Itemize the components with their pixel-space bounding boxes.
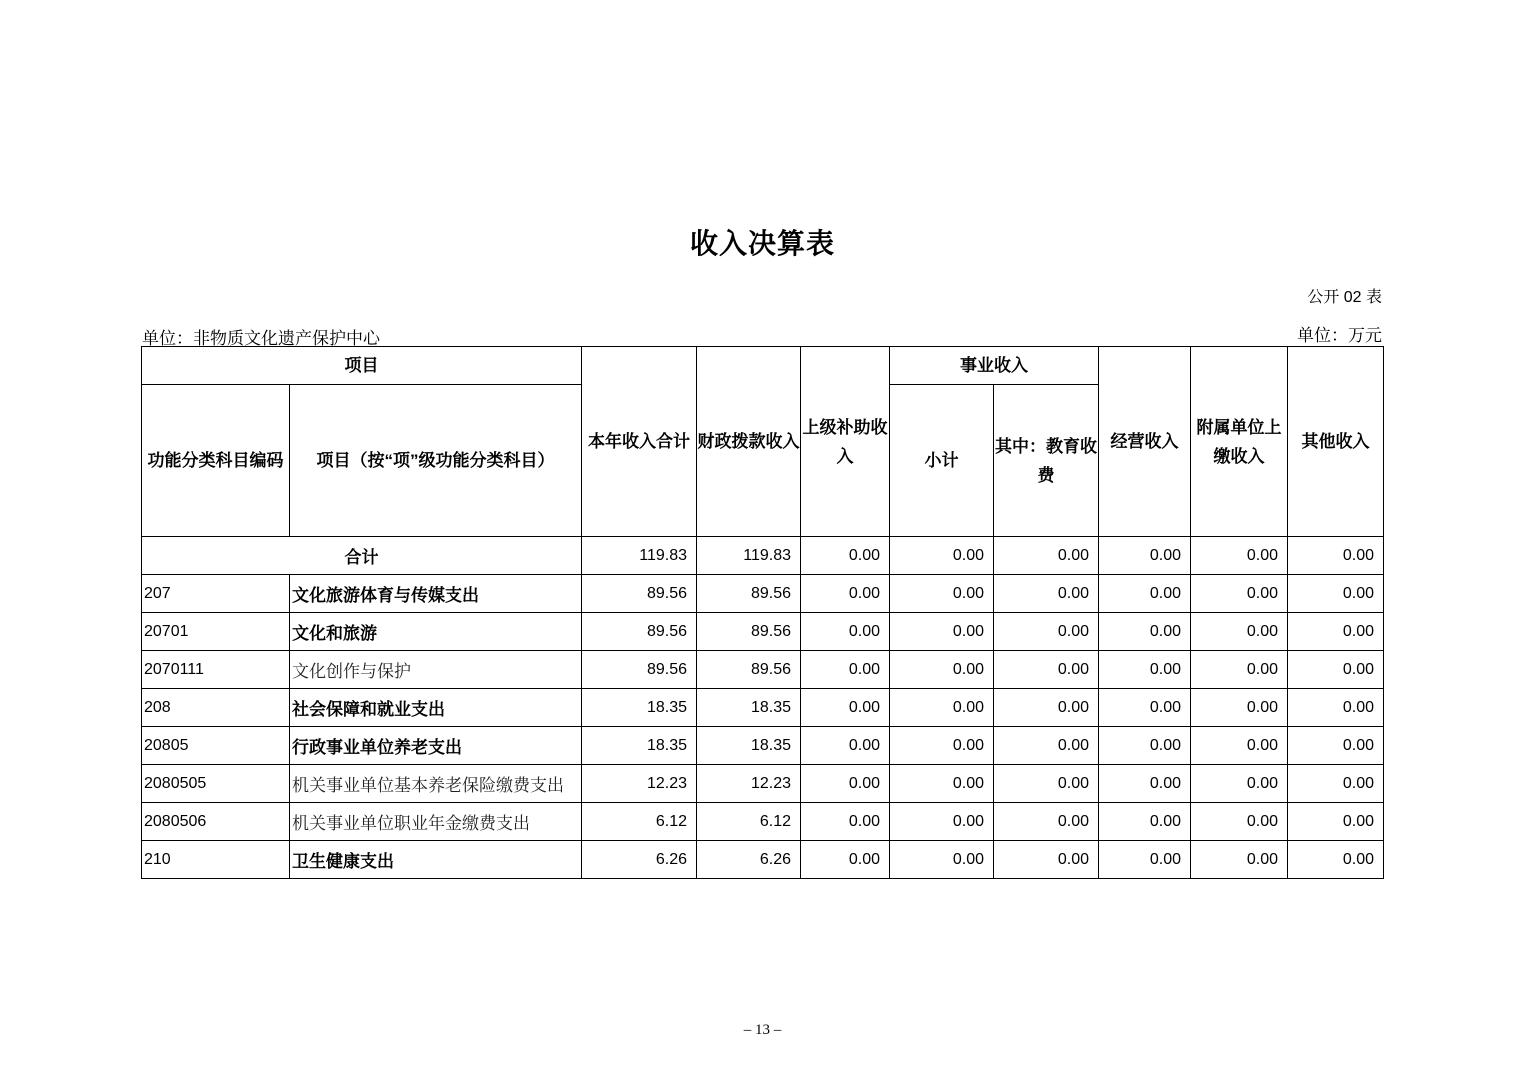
row-name: 卫生健康支出: [290, 841, 582, 879]
row-value: 89.56: [697, 575, 801, 613]
table-row: [142, 841, 1384, 879]
row-value: 89.56: [582, 575, 697, 613]
row-value: 0.00: [994, 689, 1099, 727]
row-value: 89.56: [697, 613, 801, 651]
row-value: 0.00: [994, 575, 1099, 613]
row-value: 89.56: [582, 613, 697, 651]
row-code: 2080505: [142, 765, 290, 803]
row-value: 0.00: [801, 613, 890, 651]
header-affiliated: 附属单位上缴收入: [1191, 347, 1288, 537]
row-value: 0.00: [1288, 765, 1384, 803]
total-value: 0.00: [801, 537, 890, 575]
header-func-code: 功能分类科目编码: [142, 385, 290, 537]
row-name: 机关事业单位基本养老保险缴费支出: [290, 765, 582, 803]
row-value: 0.00: [1288, 651, 1384, 689]
row-value: 0.00: [1099, 689, 1191, 727]
row-value: 6.12: [582, 803, 697, 841]
unit-organization: 单位：非物质文化遗产保护中心: [142, 329, 380, 348]
header-total-income: 本年收入合计: [582, 347, 697, 537]
unit-currency: 单位：万元: [1297, 326, 1382, 345]
row-value: 12.23: [697, 765, 801, 803]
table-row: [142, 727, 1384, 765]
row-value: 0.00: [890, 575, 994, 613]
row-name: 行政事业单位养老支出: [290, 727, 582, 765]
table-row: [142, 613, 1384, 651]
total-value: 0.00: [1191, 537, 1288, 575]
row-value: 0.00: [1191, 841, 1288, 879]
total-value: 0.00: [890, 537, 994, 575]
row-value: 0.00: [890, 727, 994, 765]
row-value: 0.00: [890, 689, 994, 727]
row-value: 0.00: [890, 651, 994, 689]
total-value: 0.00: [1099, 537, 1191, 575]
total-value: 0.00: [1288, 537, 1384, 575]
row-value: 0.00: [1191, 651, 1288, 689]
header-operating: 经营收入: [1099, 347, 1191, 537]
row-value: 0.00: [890, 613, 994, 651]
total-row: [142, 537, 1384, 575]
row-value: 6.12: [697, 803, 801, 841]
row-value: 0.00: [1099, 613, 1191, 651]
row-value: 0.00: [1099, 765, 1191, 803]
row-value: 0.00: [1191, 613, 1288, 651]
row-value: 0.00: [994, 841, 1099, 879]
table-row: [142, 689, 1384, 727]
total-label: 合计: [142, 537, 582, 575]
row-value: 0.00: [994, 765, 1099, 803]
total-value: 0.00: [994, 537, 1099, 575]
row-value: 6.26: [582, 841, 697, 879]
header-project: 项目: [142, 347, 582, 385]
row-value: 18.35: [697, 727, 801, 765]
row-value: 0.00: [1191, 689, 1288, 727]
row-value: 0.00: [1288, 803, 1384, 841]
row-value: 0.00: [994, 803, 1099, 841]
row-value: 0.00: [890, 841, 994, 879]
row-value: 0.00: [801, 575, 890, 613]
total-value: 119.83: [697, 537, 801, 575]
row-value: 0.00: [1191, 575, 1288, 613]
header-education: 其中：教育收费: [994, 385, 1099, 537]
page-number: – 13 –: [743, 1022, 782, 1038]
form-number: 公开 02 表: [1307, 289, 1382, 306]
row-code: 210: [142, 841, 290, 879]
row-value: 0.00: [1288, 727, 1384, 765]
row-name: 文化旅游体育与传媒支出: [290, 575, 582, 613]
row-value: 0.00: [1099, 575, 1191, 613]
table-row: [142, 575, 1384, 613]
row-value: 0.00: [1191, 765, 1288, 803]
row-value: 89.56: [697, 651, 801, 689]
row-code: 2080506: [142, 803, 290, 841]
row-value: 0.00: [994, 613, 1099, 651]
row-value: 0.00: [1288, 689, 1384, 727]
row-value: 12.23: [582, 765, 697, 803]
row-code: 20701: [142, 613, 290, 651]
row-value: 0.00: [1288, 613, 1384, 651]
row-value: 0.00: [1099, 841, 1191, 879]
row-value: 18.35: [582, 689, 697, 727]
page-title: 收入决算表: [689, 229, 835, 260]
row-name: 社会保障和就业支出: [290, 689, 582, 727]
row-value: 89.56: [582, 651, 697, 689]
row-name: 文化和旅游: [290, 613, 582, 651]
table-row: [142, 651, 1384, 689]
header-superior: 上级补助收入: [801, 347, 890, 537]
header-row-1: [142, 347, 1384, 385]
total-value: 119.83: [582, 537, 697, 575]
row-value: 0.00: [801, 803, 890, 841]
row-value: 0.00: [1191, 727, 1288, 765]
row-code: 2070111: [142, 651, 290, 689]
row-value: 0.00: [801, 727, 890, 765]
row-value: 0.00: [1099, 651, 1191, 689]
row-value: 0.00: [1099, 803, 1191, 841]
row-value: 0.00: [801, 689, 890, 727]
header-business-group: 事业收入: [890, 347, 1099, 385]
header-project-name: 项目（按“项”级功能分类科目）: [290, 385, 582, 537]
row-value: 0.00: [890, 803, 994, 841]
row-value: 6.26: [697, 841, 801, 879]
row-value: 0.00: [994, 727, 1099, 765]
row-value: 0.00: [801, 841, 890, 879]
row-name: 文化创作与保护: [290, 651, 582, 689]
row-code: 20805: [142, 727, 290, 765]
row-value: 0.00: [890, 765, 994, 803]
row-code: 207: [142, 575, 290, 613]
row-value: 0.00: [994, 651, 1099, 689]
table-row: [142, 803, 1384, 841]
row-value: 18.35: [697, 689, 801, 727]
income-table: [141, 346, 1384, 879]
row-value: 0.00: [801, 765, 890, 803]
row-value: 0.00: [1288, 575, 1384, 613]
row-value: 0.00: [801, 651, 890, 689]
row-value: 18.35: [582, 727, 697, 765]
row-value: 0.00: [1191, 803, 1288, 841]
header-fiscal: 财政拨款收入: [697, 347, 801, 537]
header-subtotal: 小计: [890, 385, 994, 537]
header-other: 其他收入: [1288, 347, 1384, 537]
row-value: 0.00: [1099, 727, 1191, 765]
row-code: 208: [142, 689, 290, 727]
table-row: [142, 765, 1384, 803]
row-value: 0.00: [1288, 841, 1384, 879]
row-name: 机关事业单位职业年金缴费支出: [290, 803, 582, 841]
